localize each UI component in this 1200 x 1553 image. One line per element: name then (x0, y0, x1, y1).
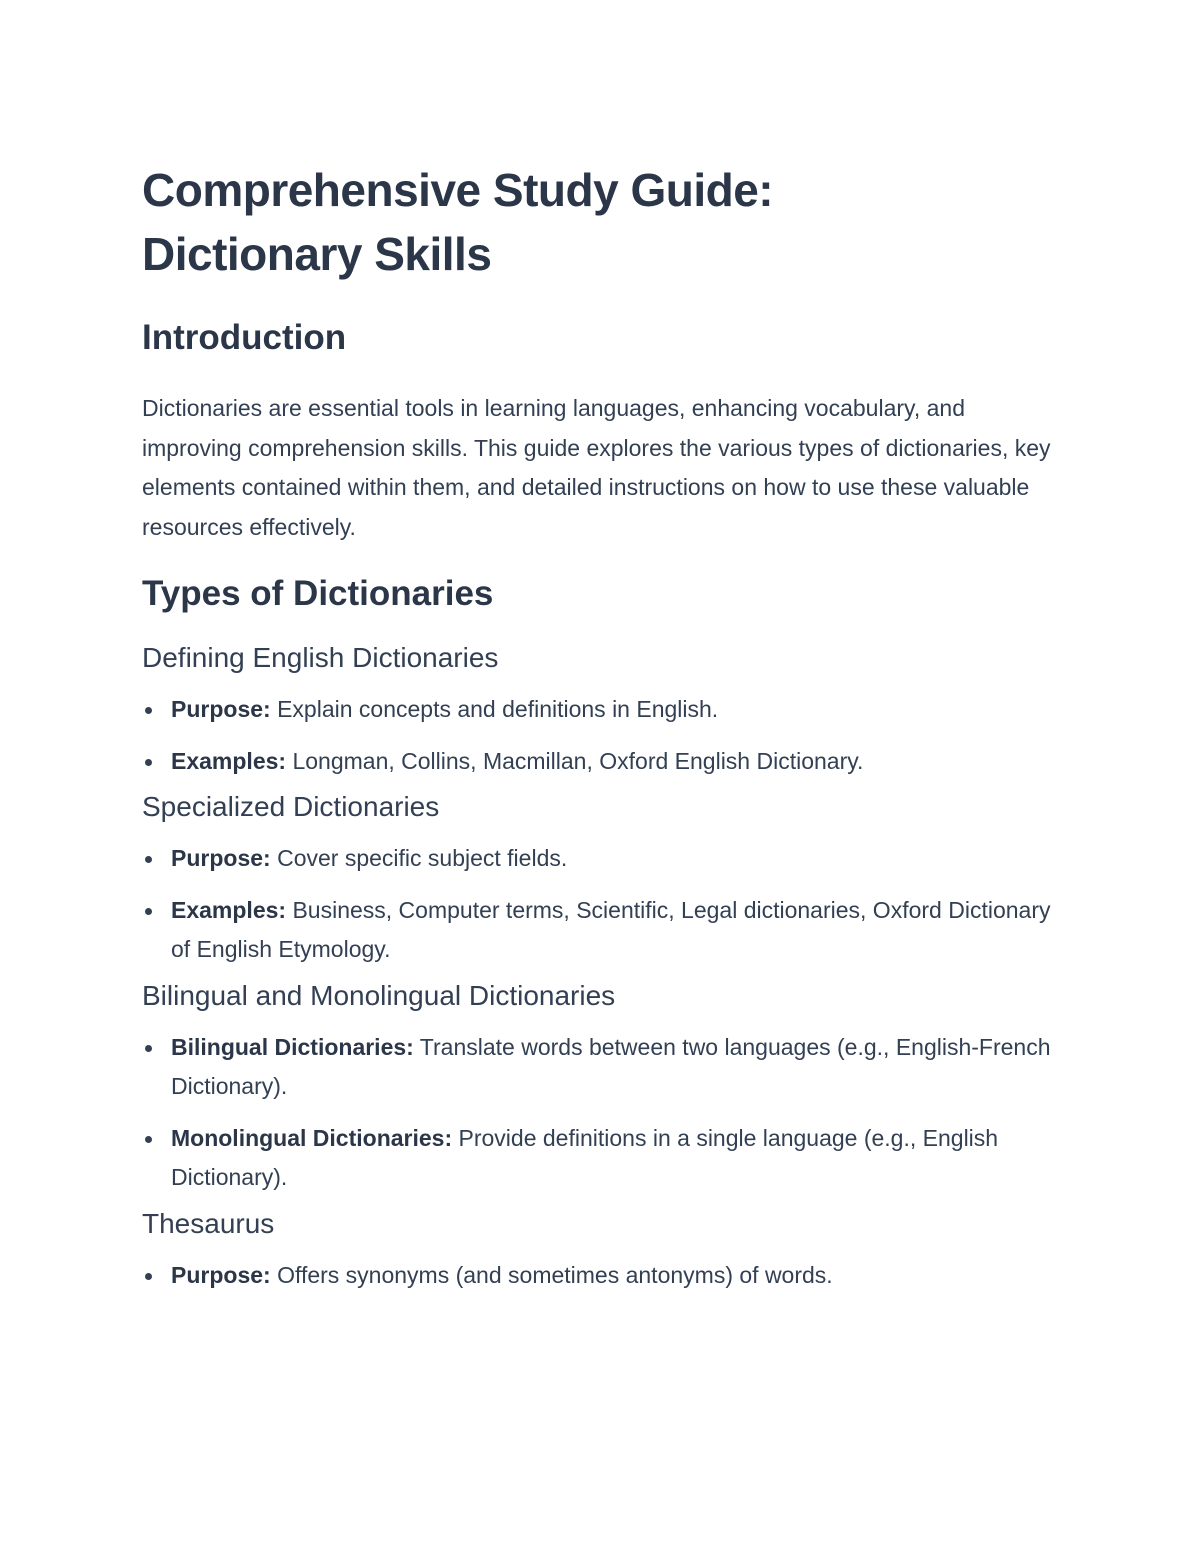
section-defining-english (142, 638, 1062, 781)
item-label: Examples: (171, 896, 287, 923)
item-text: Longman, Collins, Macmillan, Oxford English Dictionary. (286, 747, 864, 774)
item-text: Provide definitions in a single language (e.g., English Dictionary). (171, 1124, 999, 1190)
item-label: Purpose: (171, 1261, 271, 1288)
list-item (142, 1028, 1062, 1107)
bilingual-monolingual-list (142, 1028, 1062, 1198)
list-item (142, 742, 1062, 782)
item-label: Purpose: (171, 845, 271, 871)
specialized-list (142, 839, 1062, 970)
thesaurus-list (142, 1256, 1062, 1296)
types-heading: Types of Dictionaries (142, 574, 494, 613)
item-text: Business, Computer terms, Scientific, Legal dictionaries, Oxford Dictionary of English Etymology. (171, 896, 1051, 962)
defining-english-heading: Defining English Dictionaries (142, 642, 499, 673)
item-label: Monolingual Dictionaries: (171, 1124, 453, 1151)
item-label: Purpose: (171, 696, 271, 722)
introduction-paragraph: Dictionaries are essential tools in learning languages, enhancing vocabulary, and improving comprehension skills. This guide explores the various types of dictionaries, key elements contained within them, and detailed instructions on how to use these valuable resources effectively. (142, 395, 1051, 540)
item-text: Offers synonyms (and sometimes antonyms) of words. (270, 1261, 833, 1288)
introduction-heading: Introduction (142, 318, 347, 357)
list-item (142, 839, 1062, 879)
document-page (142, 158, 1062, 1295)
section-thesaurus (142, 1204, 1062, 1296)
defining-english-list (142, 690, 1062, 781)
section-bilingual-monolingual (142, 976, 1062, 1198)
list-item (142, 1119, 1062, 1198)
item-text: Cover specific subject fields. (270, 845, 568, 871)
item-text: Explain concepts and definitions in English. (270, 696, 719, 722)
thesaurus-heading: Thesaurus (142, 1207, 275, 1239)
list-item (142, 891, 1062, 970)
section-specialized (142, 787, 1062, 970)
page-title-line-1: Comprehensive Study Guide: (142, 164, 774, 216)
bilingual-monolingual-heading: Bilingual and Monolingual Dictionaries (142, 979, 616, 1011)
item-label: Examples: (171, 747, 287, 774)
item-label: Bilingual Dictionaries: (171, 1033, 414, 1060)
list-item (142, 690, 1062, 730)
specialized-heading: Specialized Dictionaries (142, 791, 440, 822)
list-item (142, 1256, 1062, 1296)
page-title-line-2: Dictionary Skills (142, 228, 492, 280)
page-title (142, 158, 1062, 286)
item-text: Translate words between two languages (e.g., English-French Dictionary). (171, 1033, 1051, 1099)
